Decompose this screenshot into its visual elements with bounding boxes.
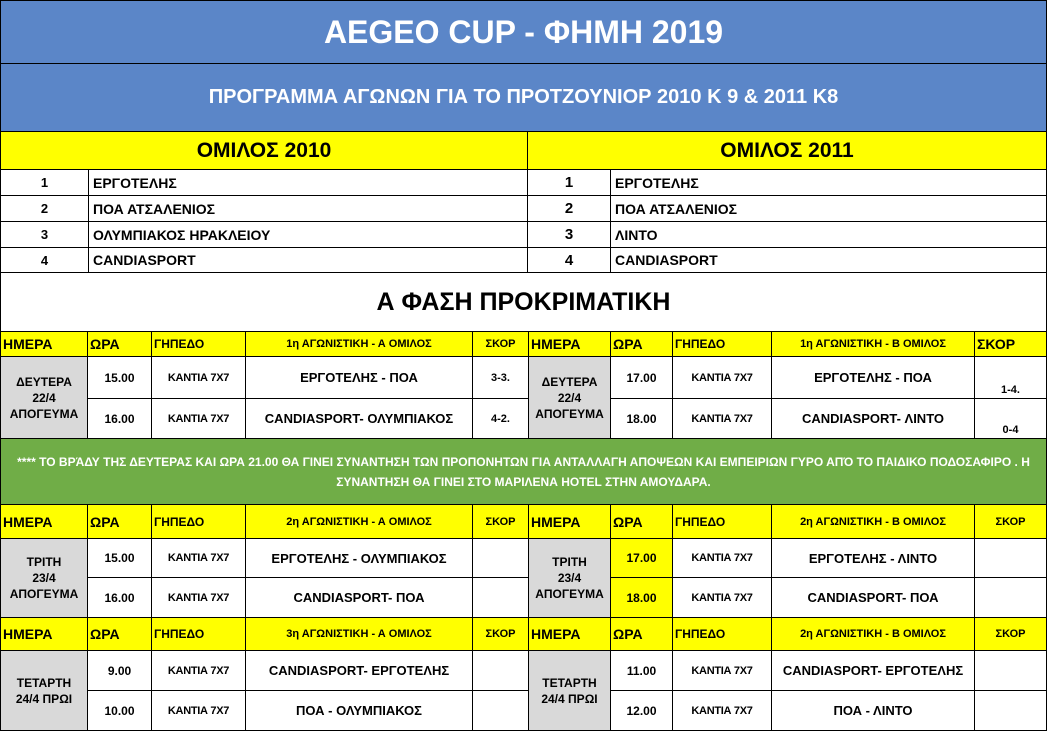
match-venue: ΚΑΝΤΙΑ 7Χ7 <box>151 538 246 578</box>
day-date: 22/4 <box>32 390 56 405</box>
match-teams: CANDIASPORT- ΕΡΓΟΤΕΛΗΣ <box>245 650 473 691</box>
col-header-time: ΩΡΑ <box>610 504 673 539</box>
col-header-round: 2η ΑΓΩΝΙΣΤΙΚΗ - Α ΟΜΙΛΟΣ <box>245 504 473 539</box>
match-time: 9.00 <box>87 650 152 691</box>
match-day <box>0 538 88 618</box>
col-header-score: ΣΚΟΡ <box>974 331 1047 357</box>
day-name: ΤΕΤΑΡΤΗ <box>16 675 72 690</box>
col-header-time: ΩΡΑ <box>87 617 152 651</box>
day-name: ΤΡΙΤΗ <box>552 555 587 569</box>
group-2011-title: ΟΜΙΛΟΣ 2011 <box>527 131 1047 170</box>
group-2010-team-name: ΠΟΑ ΑΤΣΑΛΕΝΙΟΣ <box>88 195 528 222</box>
match-venue: ΚΑΝΤΙΑ 7Χ7 <box>151 356 246 399</box>
col-header-round: 1η ΑΓΩΝΙΣΤΙΚΗ - Β ΟΜΙΛΟΣ <box>771 331 975 357</box>
col-header-time: ΩΡΑ <box>610 331 673 357</box>
col-header-day: ΗΜΕΡΑ <box>528 504 611 539</box>
col-header-day: ΗΜΕΡΑ <box>528 617 611 651</box>
match-teams: ΠΟΑ - ΟΛΥΜΠΙΑΚΟΣ <box>245 690 473 731</box>
col-header-venue: ΓΗΠΕΔΟ <box>151 617 246 651</box>
group-2010-team-num: 1 <box>0 169 89 196</box>
match-venue: ΚΑΝΤΙΑ 7Χ7 <box>672 690 772 731</box>
group-2011-team-num: 2 <box>527 195 611 222</box>
match-teams: CANDIASPORT- ΟΛΥΜΠΙΑΚΟΣ <box>245 398 473 439</box>
col-header-day: ΗΜΕΡΑ <box>0 331 88 357</box>
match-score <box>472 538 529 578</box>
day-date: 23/4 <box>32 571 56 585</box>
day-name: ΔΕΥΤΕΡΑ <box>16 374 72 389</box>
match-teams: ΕΡΓΟΤΕΛΗΣ - ΟΛΥΜΠΙΑΚΟΣ <box>245 538 473 578</box>
match-score <box>974 538 1047 578</box>
match-time: 12.00 <box>610 690 673 731</box>
match-teams: ΠΟΑ - ΛΙΝΤΟ <box>771 690 975 731</box>
col-header-day: ΗΜΕΡΑ <box>528 331 611 357</box>
match-teams: ΕΡΓΟΤΕΛΗΣ - ΛΙΝΤΟ <box>771 538 975 578</box>
col-header-day: ΗΜΕΡΑ <box>0 504 88 539</box>
col-header-score: ΣΚΟΡ <box>472 331 529 357</box>
group-2010-team-num: 4 <box>0 247 89 273</box>
col-header-venue: ΓΗΠΕΔΟ <box>672 504 772 539</box>
day-date: 22/4 <box>557 390 582 405</box>
group-2010-title: ΟΜΙΛΟΣ 2010 <box>0 131 528 170</box>
match-score <box>472 650 529 691</box>
page-title: AEGEO CUP - ΦΗΜΗ 2019 <box>0 0 1047 64</box>
group-2010-team-num: 2 <box>0 195 89 222</box>
col-header-venue: ΓΗΠΕΔΟ <box>151 504 246 539</box>
match-teams: ΕΡΓΟΤΕΛΗΣ - ΠΟΑ <box>245 356 473 399</box>
match-venue: ΚΑΝΤΙΑ 7Χ7 <box>151 690 246 731</box>
group-2011-team-name: CANDIASPORT <box>610 247 1047 273</box>
match-day <box>528 650 611 731</box>
col-header-round: 2η ΑΓΩΝΙΣΤΙΚΗ - Β ΟΜΙΛΟΣ <box>771 504 975 539</box>
group-2010-team-name: ΟΛΥΜΠΙΑΚΟΣ ΗΡΑΚΛΕΙΟΥ <box>88 221 528 248</box>
match-venue: ΚΑΝΤΙΑ 7Χ7 <box>672 398 772 439</box>
match-teams: CANDIASPORT- ΠΟΑ <box>771 577 975 618</box>
group-2011-team-num: 3 <box>527 221 611 248</box>
match-score <box>472 690 529 731</box>
day-name: ΔΕΥΤΕΡΑ <box>541 374 598 389</box>
match-venue: ΚΑΝΤΙΑ 7Χ7 <box>151 650 246 691</box>
coaches-meeting-note: **** ΤΟ ΒΡΆΔΥ ΤΗΣ ΔΕΥΤΕΡΑΣ ΚΑΙ ΩΡΑ 21.00 ΘΑ ΓΙΝΕΙ ΣΥΝΑΝΤΗΣΗ ΤΩΝ ΠΡΟΠΟΝΗΤΩΝ ΓΙΑ ΑΝΤΑΛΛΑΓΗ ΑΠΟΨΕΩΝ ΚΑΙ ΕΜΠΕΙΡΙΩΝ ΓΥΡΟ ΑΠΌ ΤΟ ΠΑΙΔΙΚΟ ΠΟΔΟΣΑΦΙΡΟ . Η ΣΥΝΑΝΤΗΣΗ ΘΑ ΓΙΝΕΙ ΣΤΟ ΜΑΡΙΛΕΝΑ HOTEL ΣΤΗΝ ΑΜΟΥΔΑΡΑ. <box>0 438 1047 505</box>
group-2010-team-name: CANDIASPORT <box>88 247 528 273</box>
match-teams: CANDIASPORT- ΕΡΓΟΤΕΛΗΣ <box>771 650 975 691</box>
match-score: 1-4. <box>974 356 1047 399</box>
col-header-time: ΩΡΑ <box>87 331 152 357</box>
match-teams: CANDIASPORT- ΠΟΑ <box>245 577 473 618</box>
match-day <box>528 356 611 439</box>
group-2011-team-num: 4 <box>527 247 611 273</box>
match-day <box>0 650 88 731</box>
page-subtitle: ΠΡΟΓΡΑΜΜΑ ΑΓΩΝΩΝ ΓΙΑ ΤΟ ΠΡΟΤΖΟΥΝΙΟΡ 2010 Κ 9 & 2011 Κ8 <box>0 63 1047 132</box>
col-header-score: ΣΚΟΡ <box>472 617 529 651</box>
match-time: 11.00 <box>610 650 673 691</box>
match-time: 17.00 <box>610 356 673 399</box>
match-venue: ΚΑΝΤΙΑ 7Χ7 <box>672 356 772 399</box>
match-day <box>0 356 88 439</box>
col-header-venue: ΓΗΠΕΔΟ <box>672 331 772 357</box>
match-teams: ΕΡΓΟΤΕΛΗΣ - ΠΟΑ <box>771 356 975 399</box>
phase-title: Α ΦΑΣΗ ΠΡΟΚΡΙΜΑΤΙΚΗ <box>0 272 1047 332</box>
col-header-venue: ΓΗΠΕΔΟ <box>151 331 246 357</box>
match-time: 15.00 <box>87 356 152 399</box>
group-2011-team-name: ΠΟΑ ΑΤΣΑΛΕΝΙΟΣ <box>610 195 1047 222</box>
day-name: ΤΕΤΑΡΤΗ <box>542 675 597 690</box>
match-time: 17.00 <box>610 538 673 578</box>
match-score <box>472 577 529 618</box>
match-venue: ΚΑΝΤΙΑ 7Χ7 <box>672 577 772 618</box>
col-header-round: 2η ΑΓΩΝΙΣΤΙΚΗ - Β ΟΜΙΛΟΣ <box>771 617 975 651</box>
col-header-score: ΣΚΟΡ <box>472 504 529 539</box>
day-name: ΤΡΙΤΗ <box>26 555 62 569</box>
group-2011-team-name: ΛΙΝΤΟ <box>610 221 1047 248</box>
match-time: 18.00 <box>610 398 673 439</box>
col-header-round: 3η ΑΓΩΝΙΣΤΙΚΗ - Α ΟΜΙΛΟΣ <box>245 617 473 651</box>
match-score: 3-3. <box>472 356 529 399</box>
match-venue: ΚΑΝΤΙΑ 7Χ7 <box>151 398 246 439</box>
match-day <box>528 538 611 618</box>
match-time: 10.00 <box>87 690 152 731</box>
match-time: 18.00 <box>610 577 673 618</box>
match-time: 15.00 <box>87 538 152 578</box>
day-date: 24/4 ΠΡΩΙ <box>15 691 73 706</box>
match-score: 0-4 <box>974 398 1047 439</box>
match-score <box>974 577 1047 618</box>
day-period: ΑΠΟΓΕΥΜΑ <box>9 587 79 601</box>
group-2011-team-num: 1 <box>527 169 611 196</box>
group-2011-team-name: ΕΡΓΟΤΕΛΗΣ <box>610 169 1047 196</box>
col-header-time: ΩΡΑ <box>610 617 673 651</box>
col-header-time: ΩΡΑ <box>87 504 152 539</box>
day-period: ΑΠΟΓΕΥΜΑ <box>9 406 79 421</box>
col-header-round: 1η ΑΓΩΝΙΣΤΙΚΗ - Α ΟΜΙΛΟΣ <box>245 331 473 357</box>
col-header-score: ΣΚΟΡ <box>974 617 1047 651</box>
match-teams: CANDIASPORT- ΛΙΝΤΟ <box>771 398 975 439</box>
day-date: 24/4 ΠΡΩΙ <box>541 691 598 706</box>
day-period: ΑΠΟΓΕΥΜΑ <box>535 587 604 601</box>
match-venue: ΚΑΝΤΙΑ 7Χ7 <box>151 577 246 618</box>
match-venue: ΚΑΝΤΙΑ 7Χ7 <box>672 650 772 691</box>
col-header-score: ΣΚΟΡ <box>974 504 1047 539</box>
group-2010-team-num: 3 <box>0 221 89 248</box>
day-period: ΑΠΟΓΕΥΜΑ <box>535 406 604 421</box>
group-2010-team-name: ΕΡΓΟΤΕΛΗΣ <box>88 169 528 196</box>
match-score <box>974 650 1047 691</box>
day-date: 23/4 <box>557 571 582 585</box>
match-venue: ΚΑΝΤΙΑ 7Χ7 <box>672 538 772 578</box>
match-time: 16.00 <box>87 398 152 439</box>
col-header-venue: ΓΗΠΕΔΟ <box>672 617 772 651</box>
match-score: 4-2. <box>472 398 529 439</box>
match-score <box>974 690 1047 731</box>
col-header-day: ΗΜΕΡΑ <box>0 617 88 651</box>
match-time: 16.00 <box>87 577 152 618</box>
